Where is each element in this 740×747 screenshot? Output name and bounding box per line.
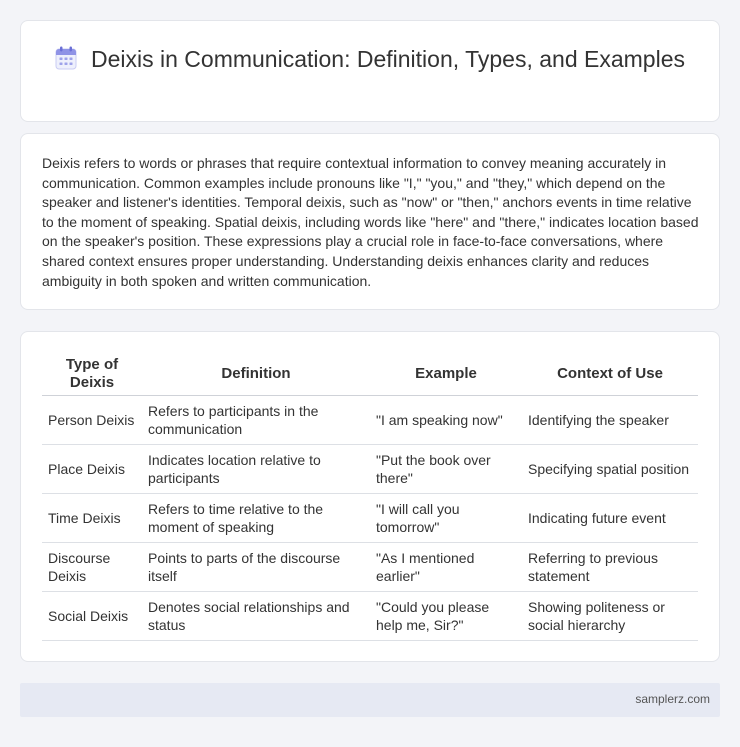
header-example: Example [370, 354, 522, 395]
header-definition: Definition [142, 354, 370, 395]
cell-example: "As I mentioned earlier" [370, 542, 522, 591]
cell-context: Indicating future event [522, 493, 698, 542]
table-row [42, 395, 698, 444]
cell-definition: Indicates location relative to participants [142, 444, 370, 493]
intro-card [20, 133, 720, 310]
cell-example: "I will call you tomorrow" [370, 493, 522, 542]
cell-context: Referring to previous statement [522, 542, 698, 591]
cell-context: Identifying the speaker [522, 395, 698, 444]
table-row [42, 444, 698, 493]
intro-paragraph: Deixis refers to words or phrases that require contextual information to convey meaning accurately in communication. Common examples include pronouns like "I," "you," and "they," which depend on the speaker and listener's identities. Temporal deixis, such as "now" or "then," anchors events in time relative to the moment of speaking. Spatial deixis, including words like "here" and "there," indicates location based on the speaker's position. These expressions play a crucial role in face-to-face conversations, where shared context ensures proper understanding. Understanding deixis enhances clarity and reduces ambiguity in both spoken and written communication. [42, 155, 699, 289]
footer-site-link[interactable]: samplerz.com [635, 692, 710, 706]
cell-definition: Refers to participants in the communication [142, 395, 370, 444]
cell-example: "Could you please help me, Sir?" [370, 591, 522, 640]
header-context: Context of Use [522, 354, 698, 395]
cell-definition: Refers to time relative to the moment of speaking [142, 493, 370, 542]
footer-bar [20, 683, 720, 717]
table-header-row [42, 354, 698, 395]
cell-type: Social Deixis [42, 591, 142, 640]
cell-type: Place Deixis [42, 444, 142, 493]
cell-definition: Denotes social relationships and status [142, 591, 370, 640]
title-card [20, 20, 720, 122]
cell-context: Specifying spatial position [522, 444, 698, 493]
cell-type: Person Deixis [42, 395, 142, 444]
table-row [42, 591, 698, 640]
cell-example: "I am speaking now" [370, 395, 522, 444]
page-title: Deixis in Communication: Definition, Types, and Examples [90, 46, 685, 72]
table-card [20, 331, 720, 662]
calendar-icon [55, 46, 77, 70]
header-type: Type of Deixis [42, 354, 142, 395]
cell-context: Showing politeness or social hierarchy [522, 591, 698, 640]
cell-type: Time Deixis [42, 493, 142, 542]
cell-example: "Put the book over there" [370, 444, 522, 493]
deixis-table [42, 354, 698, 641]
page-title-container [21, 45, 719, 74]
cell-definition: Points to parts of the discourse itself [142, 542, 370, 591]
cell-type: Discourse Deixis [42, 542, 142, 591]
table-row [42, 493, 698, 542]
table-row [42, 542, 698, 591]
